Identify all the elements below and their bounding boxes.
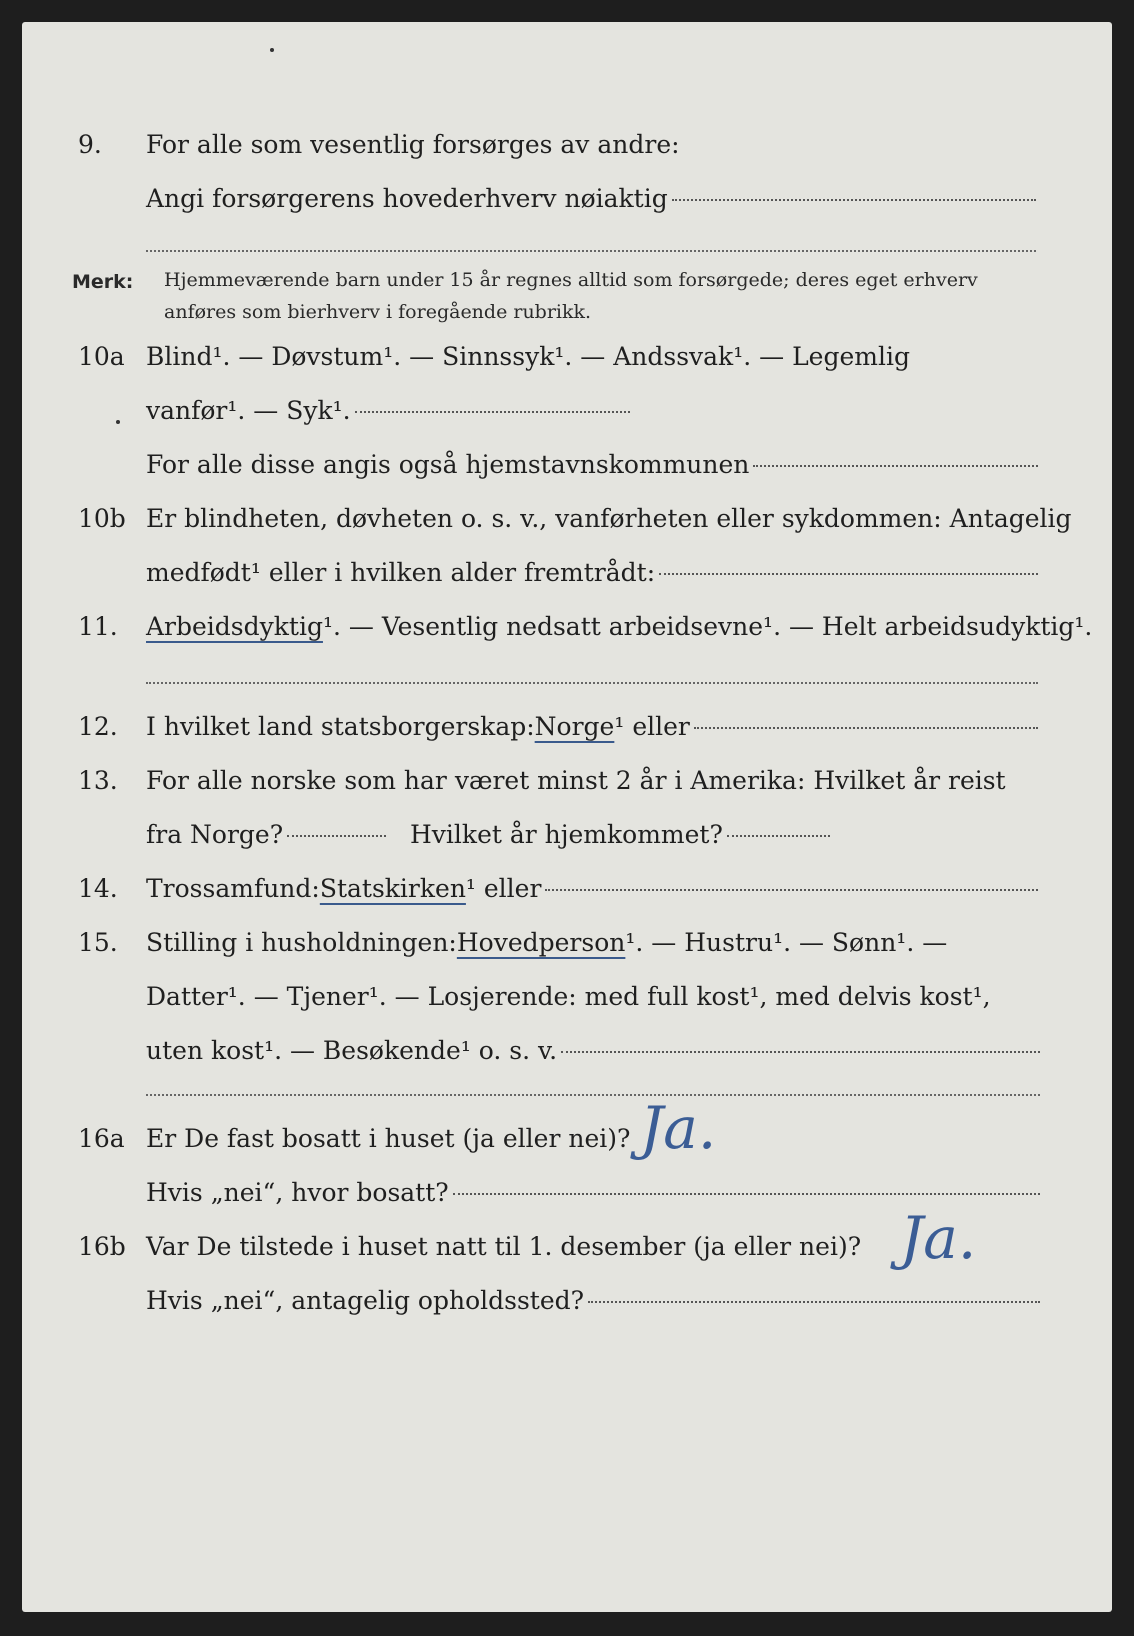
answer-line[interactable] [672,199,1036,201]
question-number: 14. [78,874,118,903]
question-text: For alle norske som har været minst 2 år i Amerika: Hvilket år reist [146,766,1006,795]
question-text: Hvilket år hjemkommet? [410,820,723,849]
question-number: 9. [78,130,102,159]
question-text: Hvis „nei“, hvor bosatt? [146,1178,449,1207]
answer-line[interactable] [545,889,1038,891]
handwritten-answer-16a[interactable]: Ja. [640,1094,717,1162]
selected-option-statskirken[interactable]: Statskirken [319,874,466,903]
question-number: 16b [78,1232,126,1261]
question-text: I hvilket land statsborgerskap: [146,712,535,741]
question-text-suffix: ¹ eller [614,712,690,741]
question-number: 10a [78,342,125,371]
question-number: 13. [78,766,118,795]
answer-line[interactable] [146,250,1036,252]
question-text: vanfør¹. — Syk¹. [146,396,351,425]
question-text: uten kost¹. — Besøkende¹ o. s. v. [146,1036,558,1065]
question-text: Datter¹. — Tjener¹. — Losjerende: med full kost¹, med delvis kost¹, [146,982,991,1011]
selected-option-arbeidsdyktig[interactable]: Arbeidsdyktig [146,612,323,641]
question-text: Blind¹. — Døvstum¹. — Sinnssyk¹. — Andssvak¹. — Legemlig [146,342,910,371]
selected-option-norge[interactable]: Norge [534,712,615,741]
question-text: Stilling i husholdningen: [146,928,457,957]
note-label: Merk: [72,271,134,293]
question-number: 10b [78,504,126,533]
ink-dot [116,420,120,424]
question-text-suffix: ¹ eller [465,874,542,903]
answer-line[interactable] [727,835,830,837]
form-sheet [22,22,1112,1612]
answer-line[interactable] [753,465,1038,467]
answer-line[interactable] [453,1193,1040,1195]
answer-line[interactable] [694,727,1038,729]
handwritten-answer-16b[interactable]: Ja. [900,1204,977,1272]
question-text: Trossamfund: [146,874,320,903]
answer-line[interactable] [146,682,1038,684]
question-text: medfødt¹ eller i hvilken alder fremtrådt: [146,558,656,587]
question-text: ¹. — Hustru¹. — Sønn¹. — [625,928,948,957]
question-text: For alle disse angis også hjemstavnskommunen [146,450,750,479]
answer-line[interactable] [588,1301,1040,1303]
answer-line[interactable] [561,1051,1040,1053]
question-number: 16a [78,1124,125,1153]
question-number: 12. [78,712,118,741]
answer-line[interactable] [287,835,386,837]
answer-line[interactable] [659,573,1038,575]
question-text: fra Norge? [146,820,284,849]
answer-line[interactable] [146,1094,1040,1096]
question-number: 15. [78,928,118,957]
question-text: Er blindheten, døvheten o. s. v., vanførheten eller sykdommen: Antagelig [146,504,1072,533]
question-text: Var De tilstede i huset natt til 1. desember (ja eller nei)? [146,1232,862,1261]
question-text: ¹. — Vesentlig nedsatt arbeidsevne¹. — Helt arbeidsudyktig¹. [322,612,1093,641]
question-text: Er De fast bosatt i huset (ja eller nei)? [146,1124,631,1153]
question-text: Hvis „nei“, antagelig opholdssted? [146,1286,585,1315]
question-text: For alle som vesentlig forsørges av andre: [146,130,680,159]
ink-dot [270,48,274,52]
note-text-line-2: anføres som bierhverv i foregående rubrikk. [164,301,592,323]
note-text-line-1: Hjemmeværende barn under 15 år regnes alltid som forsørgede; deres eget erhverv [164,269,978,291]
question-number: 11. [78,612,118,641]
question-text: Angi forsørgerens hovederhverv nøiaktig [146,184,668,213]
selected-option-hovedperson[interactable]: Hovedperson [456,928,626,957]
answer-line[interactable] [355,411,630,413]
